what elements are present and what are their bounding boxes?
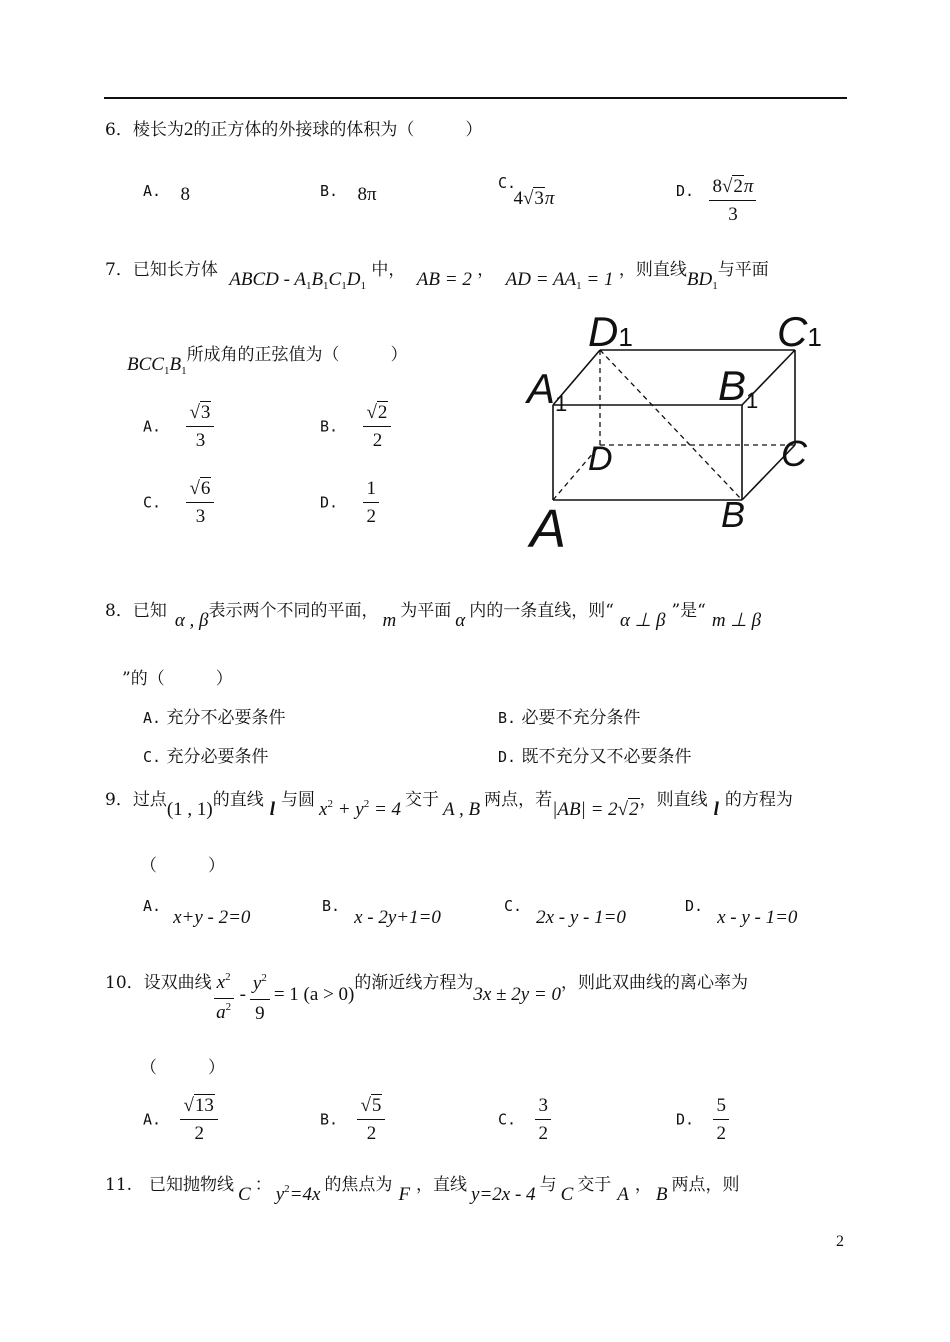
q9-option-a[interactable]: A.x+y - 2=0 xyxy=(143,897,251,928)
q11-line: y=2x - 4 xyxy=(471,1184,536,1205)
q6-option-b-value: 8π xyxy=(357,184,377,205)
q8-option-c[interactable]: C. 充分必要条件 xyxy=(143,747,269,767)
q7-option-a[interactable]: A. $\frac{√3}{3}$ xyxy=(143,402,214,452)
q6-option-a[interactable]: A. 8 xyxy=(143,182,190,205)
q6-text: 的正方体的外接球的体积为（ ） xyxy=(193,120,483,140)
q7-solid: ABCD - $A_1B_1C_1D_1$ xyxy=(229,269,366,292)
q10-option-c[interactable]: C. $\frac{3}{2}$ xyxy=(498,1095,551,1145)
q6-option-c[interactable]: C. 4√3π xyxy=(498,174,555,209)
label-d1: D1 xyxy=(588,308,633,355)
q10-option-d[interactable]: D. $\frac{5}{2}$ xyxy=(676,1095,729,1145)
page-number: 2 xyxy=(836,1233,844,1250)
q7-option-b[interactable]: B. $\frac{√2}{2}$ xyxy=(320,402,391,452)
q7-line: $BD_1$ xyxy=(686,269,718,292)
q6-option-c-value: 4√3π xyxy=(513,188,555,209)
label-d: D xyxy=(588,440,613,478)
question-8-stem: 8．已知 α , β表示两个不同的平面， m 为平面 α 内的一条直线，则“ α ⊥ β ”是“ m ⊥ β xyxy=(105,601,762,631)
header-rule xyxy=(104,97,847,99)
q9-circle: $x^2 + y^2 = 4$ xyxy=(319,798,402,820)
q10-option-b[interactable]: B. $\frac{√5}{2}$ xyxy=(320,1095,385,1145)
q10-answer-paren: （ ） xyxy=(140,1058,225,1078)
q8-option-a[interactable]: A. 充分不必要条件 xyxy=(143,708,286,728)
q6-option-b[interactable]: B. 8π xyxy=(320,182,377,205)
q7-condition-ab: AB = 2 xyxy=(416,269,472,290)
q10-fraction-x: $\frac{x^2}{a^2}$ xyxy=(214,972,234,1026)
label-c: C xyxy=(781,433,807,474)
q9-chord: |AB| = 2√2 xyxy=(552,799,639,820)
q9-answer-paren: （ ） xyxy=(140,856,225,876)
question-7-stem: 7．已知长方体 ABCD - $A_1B_1C_1D_1$ 中， AB = 2 ， AD = $AA_1 = 1$ ，则直线$BD_1$与平面 xyxy=(105,260,769,292)
q10-option-a[interactable]: A. $\frac{√13}{2}$ xyxy=(143,1095,218,1145)
label-a1: A1 xyxy=(527,365,568,416)
q11-parabola: $y^2=4x$ xyxy=(275,1183,321,1205)
q9-point: (1 , 1) xyxy=(166,799,213,820)
label-b1: B1 xyxy=(718,362,759,413)
q8-line-m: m xyxy=(382,610,397,631)
question-11-stem: 11. 已知抛物线 C ： $y^2=4x$ 的焦点为 F ，直线 y=2x - 4 与 C 交于 A ， B 两点，则 xyxy=(105,1175,740,1205)
question-10-stem: 10．设双曲线 $\frac{x^2}{a^2}$ - $\frac{y^2}{9}$ = 1 (a > 0)的渐近线方程为3x ± 2y = 0，则此双曲线的离心率为 xyxy=(105,971,748,1024)
question-6-stem xyxy=(105,115,482,141)
q6-option-d[interactable]: D. $\frac{8√2\pi}{3}$ xyxy=(676,172,756,222)
q7-option-c[interactable]: C. $\frac{√6}{3}$ xyxy=(143,478,214,528)
q8-option-b[interactable]: B. 必要不充分条件 xyxy=(498,708,641,728)
question-7-stem-line2: $BCC_1B_1$所成角的正弦值为（ ） xyxy=(127,345,408,377)
q6-option-a-value: 8 xyxy=(180,184,190,205)
q10-fraction-y: $\frac{y^2}{9}$ xyxy=(250,973,270,1025)
q8-option-d[interactable]: D. 既不充分又不必要条件 xyxy=(498,747,692,767)
q9-option-c[interactable]: C.2x - y - 1=0 xyxy=(504,897,626,928)
label-a: A xyxy=(530,499,567,559)
q6-edge-length: 2 xyxy=(183,119,194,140)
q10-asymptote: 3x ± 2y = 0 xyxy=(473,983,561,1005)
q8-stem-tail: ”的（ ） xyxy=(122,669,233,689)
q9-option-d[interactable]: D.x - y - 1=0 xyxy=(685,897,798,928)
question-9-stem: 9．过点(1 , 1)的直线 l 与圆 $x^2 + y^2 = 4$ 交于 A , B 两点，若|AB| = 2√2，则直线 l 的方程为 xyxy=(105,790,793,820)
q8-planes: α , β xyxy=(174,610,209,631)
q6-option-d-fraction: $\frac{8√2\pi}{3}$ xyxy=(709,176,756,226)
label-c1: C1 xyxy=(777,308,822,355)
q8-condition-p: α ⊥ β xyxy=(619,610,666,631)
q8-condition-q: m ⊥ β xyxy=(711,610,762,631)
label-b: B xyxy=(721,494,746,535)
q6-text: 6．棱长为 xyxy=(105,120,184,140)
q7-option-d[interactable]: D. $\frac{1}{2}$ xyxy=(320,478,379,528)
q7-plane: $BCC_1B_1$ xyxy=(127,354,187,377)
q9-option-b[interactable]: B.x - 2y+1=0 xyxy=(322,897,441,928)
q7-condition-ad: AD = $AA_1 = 1$ xyxy=(505,269,614,292)
q9-line-l: l xyxy=(269,799,276,820)
